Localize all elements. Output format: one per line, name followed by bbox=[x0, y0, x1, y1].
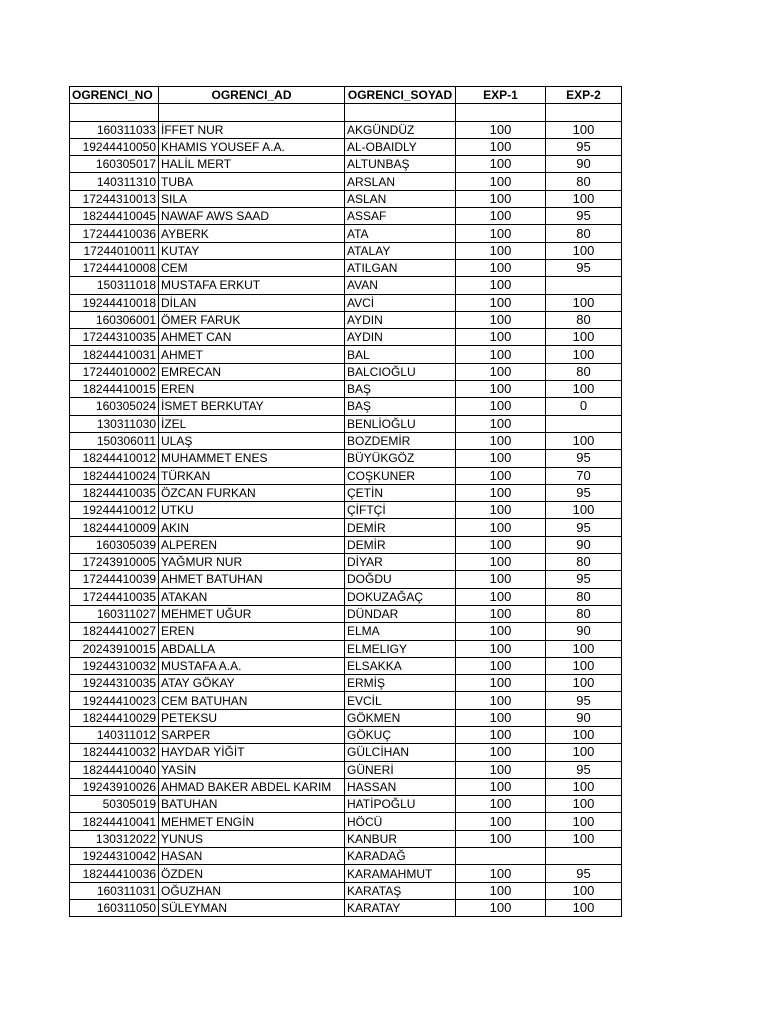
table-row bbox=[70, 640, 622, 657]
cell-exp-2: 80 bbox=[546, 363, 622, 380]
table-row bbox=[70, 329, 622, 346]
table-row bbox=[70, 675, 622, 692]
table-row bbox=[70, 726, 622, 743]
cell-ogrenci-ad: KHAMIS YOUSEF A.A. bbox=[159, 138, 345, 155]
cell-ogrenci-ad: CEM bbox=[159, 259, 345, 276]
cell-ogrenci-soyad bbox=[345, 104, 456, 121]
cell-ogrenci-soyad: KARATAŞ bbox=[345, 882, 456, 899]
cell-exp-2: 80 bbox=[546, 311, 622, 328]
header-ogrenci-ad: OGRENCI_AD bbox=[159, 87, 345, 104]
cell-exp-1: 100 bbox=[456, 623, 546, 640]
cell-exp-1: 100 bbox=[456, 865, 546, 882]
table-row bbox=[70, 588, 622, 605]
cell-ogrenci-no bbox=[70, 104, 159, 121]
table-row bbox=[70, 156, 622, 173]
cell-ogrenci-no: 18244410012 bbox=[70, 450, 159, 467]
cell-ogrenci-soyad: ATILGAN bbox=[345, 259, 456, 276]
cell-ogrenci-ad: İFFET NUR bbox=[159, 121, 345, 138]
cell-exp-2: 100 bbox=[546, 657, 622, 674]
cell-exp-1: 100 bbox=[456, 208, 546, 225]
cell-exp-2: 100 bbox=[546, 899, 622, 916]
cell-ogrenci-ad: UTKU bbox=[159, 502, 345, 519]
cell-ogrenci-no: 160311050 bbox=[70, 899, 159, 916]
cell-exp-2: 95 bbox=[546, 692, 622, 709]
cell-ogrenci-soyad: ALTUNBAŞ bbox=[345, 156, 456, 173]
table-row bbox=[70, 605, 622, 622]
cell-exp-2: 100 bbox=[546, 121, 622, 138]
cell-exp-1: 100 bbox=[456, 796, 546, 813]
cell-exp-2: 95 bbox=[546, 761, 622, 778]
cell-exp-1: 100 bbox=[456, 726, 546, 743]
table-row bbox=[70, 259, 622, 276]
cell-exp-2: 80 bbox=[546, 225, 622, 242]
cell-exp-2: 100 bbox=[546, 502, 622, 519]
cell-ogrenci-no: 18244410032 bbox=[70, 744, 159, 761]
cell-exp-2: 100 bbox=[546, 346, 622, 363]
cell-ogrenci-ad: YAĞMUR NUR bbox=[159, 554, 345, 571]
table-row bbox=[70, 208, 622, 225]
cell-ogrenci-soyad: DÜNDAR bbox=[345, 605, 456, 622]
cell-ogrenci-no: 18244410045 bbox=[70, 208, 159, 225]
cell-ogrenci-no: 19244410018 bbox=[70, 294, 159, 311]
cell-ogrenci-soyad: GÜNERİ bbox=[345, 761, 456, 778]
table-row bbox=[70, 554, 622, 571]
cell-exp-1: 100 bbox=[456, 173, 546, 190]
cell-ogrenci-no: 140311012 bbox=[70, 726, 159, 743]
table-row bbox=[70, 173, 622, 190]
cell-ogrenci-no: 18244410040 bbox=[70, 761, 159, 778]
cell-ogrenci-ad: MUSTAFA A.A. bbox=[159, 657, 345, 674]
table-row bbox=[70, 502, 622, 519]
cell-ogrenci-no: 160311027 bbox=[70, 605, 159, 622]
cell-exp-1: 100 bbox=[456, 519, 546, 536]
table-row bbox=[70, 709, 622, 726]
table-row bbox=[70, 277, 622, 294]
cell-ogrenci-no: 19244310035 bbox=[70, 675, 159, 692]
cell-exp-1: 100 bbox=[456, 502, 546, 519]
cell-ogrenci-soyad: ATA bbox=[345, 225, 456, 242]
cell-exp-1: 100 bbox=[456, 899, 546, 916]
cell-ogrenci-soyad: HÖCÜ bbox=[345, 813, 456, 830]
cell-exp-2: 100 bbox=[546, 294, 622, 311]
cell-ogrenci-soyad: AYDIN bbox=[345, 311, 456, 328]
cell-ogrenci-ad: YUNUS bbox=[159, 830, 345, 847]
cell-exp-2: 100 bbox=[546, 190, 622, 207]
table-row bbox=[70, 796, 622, 813]
cell-ogrenci-soyad: ÇİFTÇİ bbox=[345, 502, 456, 519]
cell-ogrenci-soyad: BÜYÜKGÖZ bbox=[345, 450, 456, 467]
header-ogrenci-soyad: OGRENCI_SOYAD bbox=[345, 87, 456, 104]
table-row bbox=[70, 294, 622, 311]
cell-ogrenci-soyad: ASLAN bbox=[345, 190, 456, 207]
cell-exp-1: 100 bbox=[456, 450, 546, 467]
cell-exp-2 bbox=[546, 415, 622, 432]
cell-exp-1: 100 bbox=[456, 882, 546, 899]
table-row bbox=[70, 692, 622, 709]
cell-ogrenci-soyad: BAL bbox=[345, 346, 456, 363]
cell-exp-1: 100 bbox=[456, 640, 546, 657]
cell-exp-1: 100 bbox=[456, 156, 546, 173]
cell-exp-2: 90 bbox=[546, 623, 622, 640]
cell-exp-2: 80 bbox=[546, 173, 622, 190]
cell-exp-1: 100 bbox=[456, 259, 546, 276]
cell-ogrenci-soyad: ERMİŞ bbox=[345, 675, 456, 692]
cell-ogrenci-soyad: GÖKUÇ bbox=[345, 726, 456, 743]
cell-exp-2: 90 bbox=[546, 709, 622, 726]
cell-exp-1: 100 bbox=[456, 675, 546, 692]
cell-ogrenci-soyad: ELSAKKA bbox=[345, 657, 456, 674]
cell-exp-2: 80 bbox=[546, 588, 622, 605]
cell-ogrenci-no: 17244410036 bbox=[70, 225, 159, 242]
cell-ogrenci-ad: EREN bbox=[159, 623, 345, 640]
cell-ogrenci-no: 17244010002 bbox=[70, 363, 159, 380]
cell-ogrenci-no: 19243910026 bbox=[70, 778, 159, 795]
cell-exp-2: 100 bbox=[546, 744, 622, 761]
cell-exp-2: 100 bbox=[546, 726, 622, 743]
cell-ogrenci-ad: AHMET BATUHAN bbox=[159, 571, 345, 588]
table-body bbox=[70, 104, 622, 917]
cell-ogrenci-no: 17244010011 bbox=[70, 242, 159, 259]
table-row bbox=[70, 882, 622, 899]
table-row bbox=[70, 778, 622, 795]
cell-exp-2: 70 bbox=[546, 467, 622, 484]
cell-exp-1: 100 bbox=[456, 778, 546, 795]
cell-exp-1: 100 bbox=[456, 744, 546, 761]
cell-exp-2: 95 bbox=[546, 450, 622, 467]
cell-exp-2: 100 bbox=[546, 882, 622, 899]
cell-ogrenci-ad: ÖMER FARUK bbox=[159, 311, 345, 328]
cell-ogrenci-no: 17244310013 bbox=[70, 190, 159, 207]
cell-exp-1: 100 bbox=[456, 605, 546, 622]
cell-ogrenci-no: 150306011 bbox=[70, 432, 159, 449]
cell-ogrenci-ad: ÖZDEN bbox=[159, 865, 345, 882]
cell-ogrenci-soyad: AVAN bbox=[345, 277, 456, 294]
cell-exp-1: 100 bbox=[456, 225, 546, 242]
cell-ogrenci-no: 18244410027 bbox=[70, 623, 159, 640]
cell-exp-2: 100 bbox=[546, 796, 622, 813]
table-row bbox=[70, 899, 622, 916]
cell-ogrenci-no: 19244310042 bbox=[70, 848, 159, 865]
cell-exp-2: 90 bbox=[546, 156, 622, 173]
cell-ogrenci-soyad: BAŞ bbox=[345, 381, 456, 398]
cell-exp-2: 95 bbox=[546, 865, 622, 882]
cell-ogrenci-soyad: KARAMAHMUT bbox=[345, 865, 456, 882]
header-exp-1: EXP-1 bbox=[456, 87, 546, 104]
cell-ogrenci-ad: SÜLEYMAN bbox=[159, 899, 345, 916]
table-row bbox=[70, 242, 622, 259]
cell-ogrenci-soyad: AL-OBAIDLY bbox=[345, 138, 456, 155]
cell-ogrenci-soyad: ARSLAN bbox=[345, 173, 456, 190]
cell-exp-2: 80 bbox=[546, 605, 622, 622]
cell-ogrenci-no: 160305024 bbox=[70, 398, 159, 415]
cell-exp-2: 100 bbox=[546, 778, 622, 795]
cell-ogrenci-soyad: BAŞ bbox=[345, 398, 456, 415]
table-row bbox=[70, 121, 622, 138]
cell-ogrenci-ad: HAYDAR YİĞİT bbox=[159, 744, 345, 761]
cell-ogrenci-ad: ALPEREN bbox=[159, 536, 345, 553]
cell-exp-2: 95 bbox=[546, 138, 622, 155]
cell-exp-2: 100 bbox=[546, 381, 622, 398]
cell-ogrenci-ad: AYBERK bbox=[159, 225, 345, 242]
cell-exp-2: 100 bbox=[546, 432, 622, 449]
cell-ogrenci-ad: BATUHAN bbox=[159, 796, 345, 813]
cell-exp-2: 100 bbox=[546, 830, 622, 847]
cell-exp-1: 100 bbox=[456, 657, 546, 674]
table-row bbox=[70, 761, 622, 778]
cell-ogrenci-no: 18244410035 bbox=[70, 484, 159, 501]
cell-ogrenci-soyad: ÇETİN bbox=[345, 484, 456, 501]
cell-ogrenci-ad: İSMET BERKUTAY bbox=[159, 398, 345, 415]
table-row bbox=[70, 381, 622, 398]
cell-exp-2 bbox=[546, 277, 622, 294]
cell-exp-1: 100 bbox=[456, 467, 546, 484]
cell-exp-1: 100 bbox=[456, 692, 546, 709]
cell-ogrenci-soyad: GÖKMEN bbox=[345, 709, 456, 726]
cell-ogrenci-no: 17244310035 bbox=[70, 329, 159, 346]
cell-ogrenci-ad: AHMET bbox=[159, 346, 345, 363]
cell-ogrenci-ad: MUHAMMET ENES bbox=[159, 450, 345, 467]
cell-ogrenci-soyad: DOĞDU bbox=[345, 571, 456, 588]
table-row bbox=[70, 190, 622, 207]
table-row bbox=[70, 225, 622, 242]
cell-ogrenci-ad: SARPER bbox=[159, 726, 345, 743]
cell-exp-1: 100 bbox=[456, 329, 546, 346]
cell-ogrenci-no: 160311031 bbox=[70, 882, 159, 899]
cell-ogrenci-no: 19244410023 bbox=[70, 692, 159, 709]
cell-ogrenci-ad: PETEKSU bbox=[159, 709, 345, 726]
cell-ogrenci-ad: TUBA bbox=[159, 173, 345, 190]
cell-exp-1: 100 bbox=[456, 381, 546, 398]
table-row bbox=[70, 519, 622, 536]
cell-exp-1: 100 bbox=[456, 346, 546, 363]
cell-ogrenci-soyad: BALCIOĞLU bbox=[345, 363, 456, 380]
table-row bbox=[70, 450, 622, 467]
cell-ogrenci-ad: ATAKAN bbox=[159, 588, 345, 605]
cell-ogrenci-no: 17244410035 bbox=[70, 588, 159, 605]
cell-ogrenci-soyad: BENLİOĞLU bbox=[345, 415, 456, 432]
table-row bbox=[70, 467, 622, 484]
cell-exp-1: 100 bbox=[456, 398, 546, 415]
cell-ogrenci-soyad: AYDIN bbox=[345, 329, 456, 346]
cell-ogrenci-no: 18244410036 bbox=[70, 865, 159, 882]
table-header bbox=[70, 87, 622, 104]
cell-exp-2 bbox=[546, 848, 622, 865]
cell-ogrenci-no: 18244410029 bbox=[70, 709, 159, 726]
cell-exp-1: 100 bbox=[456, 830, 546, 847]
table-row bbox=[70, 311, 622, 328]
cell-ogrenci-ad: AHMET CAN bbox=[159, 329, 345, 346]
cell-exp-2: 95 bbox=[546, 519, 622, 536]
table-row bbox=[70, 398, 622, 415]
cell-exp-2: 95 bbox=[546, 484, 622, 501]
cell-exp-1: 100 bbox=[456, 484, 546, 501]
cell-ogrenci-soyad: ELMA bbox=[345, 623, 456, 640]
cell-exp-2: 80 bbox=[546, 554, 622, 571]
table-row bbox=[70, 415, 622, 432]
table-row bbox=[70, 657, 622, 674]
cell-exp-1: 100 bbox=[456, 121, 546, 138]
cell-ogrenci-ad: ÖZCAN FURKAN bbox=[159, 484, 345, 501]
cell-ogrenci-no: 18244410009 bbox=[70, 519, 159, 536]
cell-ogrenci-no: 18244410041 bbox=[70, 813, 159, 830]
cell-exp-1: 100 bbox=[456, 242, 546, 259]
cell-ogrenci-ad: AHMAD BAKER ABDEL KARIM bbox=[159, 778, 345, 795]
cell-ogrenci-ad: NAWAF AWS SAAD bbox=[159, 208, 345, 225]
cell-ogrenci-soyad: HATİPOĞLU bbox=[345, 796, 456, 813]
cell-ogrenci-ad: ABDALLA bbox=[159, 640, 345, 657]
cell-ogrenci-ad: KUTAY bbox=[159, 242, 345, 259]
table-row bbox=[70, 138, 622, 155]
cell-ogrenci-ad: MEHMET ENGİN bbox=[159, 813, 345, 830]
table-row bbox=[70, 484, 622, 501]
table-row bbox=[70, 848, 622, 865]
cell-ogrenci-soyad: ATALAY bbox=[345, 242, 456, 259]
cell-ogrenci-soyad: EVCİL bbox=[345, 692, 456, 709]
cell-ogrenci-soyad: KANBUR bbox=[345, 830, 456, 847]
table-row bbox=[70, 536, 622, 553]
cell-exp-2: 90 bbox=[546, 536, 622, 553]
cell-ogrenci-no: 130312022 bbox=[70, 830, 159, 847]
cell-ogrenci-soyad: DEMİR bbox=[345, 536, 456, 553]
cell-exp-2: 100 bbox=[546, 329, 622, 346]
table-row bbox=[70, 363, 622, 380]
cell-ogrenci-no: 20243910015 bbox=[70, 640, 159, 657]
cell-ogrenci-no: 140311310 bbox=[70, 173, 159, 190]
table-row bbox=[70, 346, 622, 363]
cell-ogrenci-soyad: AVCİ bbox=[345, 294, 456, 311]
cell-ogrenci-no: 19244410050 bbox=[70, 138, 159, 155]
header-row bbox=[70, 87, 622, 104]
cell-ogrenci-soyad: ELMELIGY bbox=[345, 640, 456, 657]
cell-exp-2: 95 bbox=[546, 259, 622, 276]
cell-ogrenci-ad: CEM BATUHAN bbox=[159, 692, 345, 709]
cell-exp-2 bbox=[546, 104, 622, 121]
cell-ogrenci-soyad: BOZDEMİR bbox=[345, 432, 456, 449]
cell-exp-2: 100 bbox=[546, 242, 622, 259]
cell-exp-2: 95 bbox=[546, 571, 622, 588]
cell-ogrenci-no: 160305017 bbox=[70, 156, 159, 173]
cell-ogrenci-ad: ULAŞ bbox=[159, 432, 345, 449]
cell-ogrenci-no: 19244410012 bbox=[70, 502, 159, 519]
table-row bbox=[70, 104, 622, 121]
cell-ogrenci-no: 18244410031 bbox=[70, 346, 159, 363]
cell-ogrenci-no: 17244410008 bbox=[70, 259, 159, 276]
cell-ogrenci-ad: TÜRKAN bbox=[159, 467, 345, 484]
cell-exp-1: 100 bbox=[456, 588, 546, 605]
cell-exp-1: 100 bbox=[456, 432, 546, 449]
cell-ogrenci-no: 19244310032 bbox=[70, 657, 159, 674]
cell-exp-1: 100 bbox=[456, 138, 546, 155]
cell-exp-2: 100 bbox=[546, 675, 622, 692]
cell-ogrenci-ad bbox=[159, 104, 345, 121]
cell-exp-1: 100 bbox=[456, 813, 546, 830]
cell-exp-1: 100 bbox=[456, 761, 546, 778]
cell-ogrenci-no: 17243910005 bbox=[70, 554, 159, 571]
table-row bbox=[70, 813, 622, 830]
table-row bbox=[70, 571, 622, 588]
cell-ogrenci-ad: YASİN bbox=[159, 761, 345, 778]
cell-ogrenci-soyad: HASSAN bbox=[345, 778, 456, 795]
cell-ogrenci-ad: MUSTAFA ERKUT bbox=[159, 277, 345, 294]
cell-ogrenci-no: 160306001 bbox=[70, 311, 159, 328]
cell-ogrenci-ad: AKIN bbox=[159, 519, 345, 536]
table-row bbox=[70, 432, 622, 449]
header-ogrenci-no: OGRENCI_NO bbox=[70, 87, 159, 104]
cell-ogrenci-ad: ATAY GÖKAY bbox=[159, 675, 345, 692]
cell-exp-1: 100 bbox=[456, 277, 546, 294]
cell-ogrenci-no: 160305039 bbox=[70, 536, 159, 553]
cell-ogrenci-soyad: DEMİR bbox=[345, 519, 456, 536]
cell-ogrenci-no: 18244410015 bbox=[70, 381, 159, 398]
cell-exp-1: 100 bbox=[456, 190, 546, 207]
cell-ogrenci-no: 160311033 bbox=[70, 121, 159, 138]
cell-ogrenci-soyad: ASSAF bbox=[345, 208, 456, 225]
cell-ogrenci-soyad: DİYAR bbox=[345, 554, 456, 571]
cell-ogrenci-ad: HALİL MERT bbox=[159, 156, 345, 173]
cell-ogrenci-ad: DİLAN bbox=[159, 294, 345, 311]
cell-ogrenci-soyad: GÜLCİHAN bbox=[345, 744, 456, 761]
cell-exp-2: 100 bbox=[546, 640, 622, 657]
header-exp-2: EXP-2 bbox=[546, 87, 622, 104]
cell-exp-1: 100 bbox=[456, 415, 546, 432]
cell-ogrenci-soyad: DOKUZAĞAÇ bbox=[345, 588, 456, 605]
cell-exp-2: 95 bbox=[546, 208, 622, 225]
cell-ogrenci-no: 17244410039 bbox=[70, 571, 159, 588]
cell-exp-1: 100 bbox=[456, 554, 546, 571]
table-row bbox=[70, 865, 622, 882]
cell-ogrenci-no: 50305019 bbox=[70, 796, 159, 813]
cell-exp-1: 100 bbox=[456, 363, 546, 380]
cell-ogrenci-ad: EREN bbox=[159, 381, 345, 398]
cell-ogrenci-soyad: COŞKUNER bbox=[345, 467, 456, 484]
cell-exp-2: 100 bbox=[546, 813, 622, 830]
table-row bbox=[70, 623, 622, 640]
cell-ogrenci-no: 18244410024 bbox=[70, 467, 159, 484]
table-row bbox=[70, 744, 622, 761]
cell-exp-2: 0 bbox=[546, 398, 622, 415]
table-row bbox=[70, 830, 622, 847]
cell-exp-1 bbox=[456, 104, 546, 121]
cell-exp-1: 100 bbox=[456, 294, 546, 311]
cell-exp-1: 100 bbox=[456, 311, 546, 328]
cell-ogrenci-ad: SILA bbox=[159, 190, 345, 207]
cell-exp-1 bbox=[456, 848, 546, 865]
cell-ogrenci-soyad: KARADAĞ bbox=[345, 848, 456, 865]
cell-ogrenci-ad: OĞUZHAN bbox=[159, 882, 345, 899]
cell-exp-1: 100 bbox=[456, 571, 546, 588]
cell-ogrenci-ad: İZEL bbox=[159, 415, 345, 432]
cell-ogrenci-ad: EMRECAN bbox=[159, 363, 345, 380]
cell-ogrenci-no: 130311030 bbox=[70, 415, 159, 432]
cell-ogrenci-no: 150311018 bbox=[70, 277, 159, 294]
cell-ogrenci-soyad: KARATAY bbox=[345, 899, 456, 916]
cell-exp-1: 100 bbox=[456, 536, 546, 553]
cell-ogrenci-ad: MEHMET UĞUR bbox=[159, 605, 345, 622]
cell-ogrenci-soyad: AKGÜNDÜZ bbox=[345, 121, 456, 138]
grades-table bbox=[69, 86, 622, 917]
cell-ogrenci-ad: HASAN bbox=[159, 848, 345, 865]
cell-exp-1: 100 bbox=[456, 709, 546, 726]
